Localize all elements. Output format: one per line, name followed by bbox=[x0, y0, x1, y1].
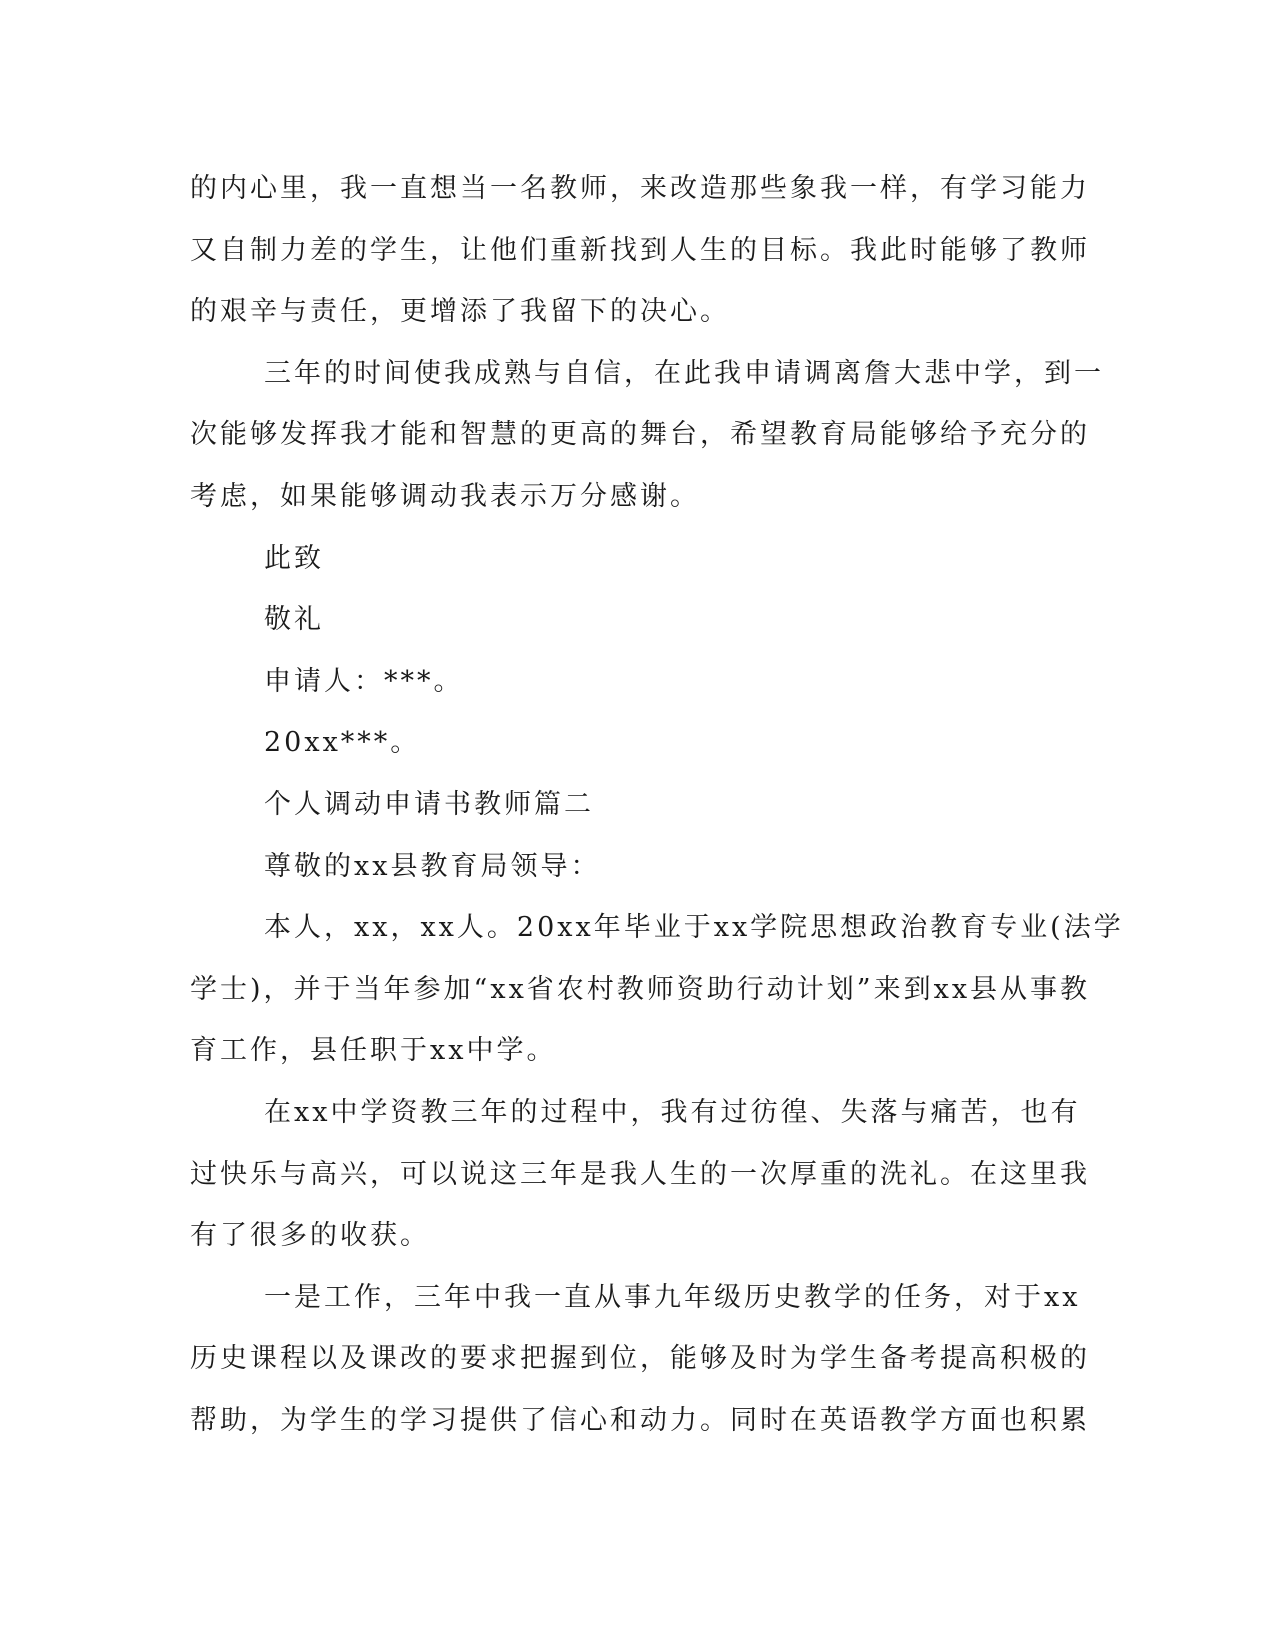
text-line: 有了很多的收获。 bbox=[190, 1220, 430, 1252]
text-line: 20xx***。 bbox=[264, 727, 421, 759]
text-line: 三年的时间使我成熟与自信，在此我申请调离詹大悲中学，到一 bbox=[264, 357, 1104, 389]
text-line: 的艰辛与责任，更增添了我留下的决心。 bbox=[190, 296, 730, 328]
text-line: 又自制力差的学生，让他们重新找到人生的目标。我此时能够了教师 bbox=[190, 234, 1090, 266]
text-line: 在xx中学资教三年的过程中，我有过彷徨、失落与痛苦，也有 bbox=[264, 1096, 1081, 1128]
text-line: 历史课程以及课改的要求把握到位，能够及时为学生备考提高积极的 bbox=[190, 1343, 1090, 1375]
text-line: 考虑，如果能够调动我表示万分感谢。 bbox=[190, 480, 700, 512]
text-line: 学士)，并于当年参加“xx省农村教师资助行动计划”来到xx县从事教 bbox=[190, 973, 1091, 1005]
text-line: 次能够发挥我才能和智慧的更高的舞台，希望教育局能够给予充分的 bbox=[190, 419, 1090, 451]
text-line: 个人调动申请书教师篇二 bbox=[264, 788, 594, 820]
text-line: 帮助，为学生的学习提供了信心和动力。同时在英语教学方面也积累 bbox=[190, 1404, 1090, 1436]
text-line: 敬礼 bbox=[264, 604, 324, 636]
text-line: 育工作，县任职于xx中学。 bbox=[190, 1035, 557, 1067]
text-line: 本人，xx，xx人。20xx年毕业于xx学院思想政治教育专业(法学 bbox=[264, 912, 1124, 944]
text-line: 尊敬的xx县教育局领导： bbox=[264, 850, 601, 882]
document-body bbox=[190, 158, 1124, 1451]
text-line: 过快乐与高兴，可以说这三年是我人生的一次厚重的洗礼。在这里我 bbox=[190, 1158, 1090, 1190]
text-line: 此致 bbox=[264, 542, 324, 574]
text-line: 一是工作，三年中我一直从事九年级历史教学的任务，对于xx bbox=[264, 1281, 1081, 1313]
text-line: 申请人：***。 bbox=[264, 665, 464, 697]
text-line: 的内心里，我一直想当一名教师，来改造那些象我一样，有学习能力 bbox=[190, 173, 1090, 204]
